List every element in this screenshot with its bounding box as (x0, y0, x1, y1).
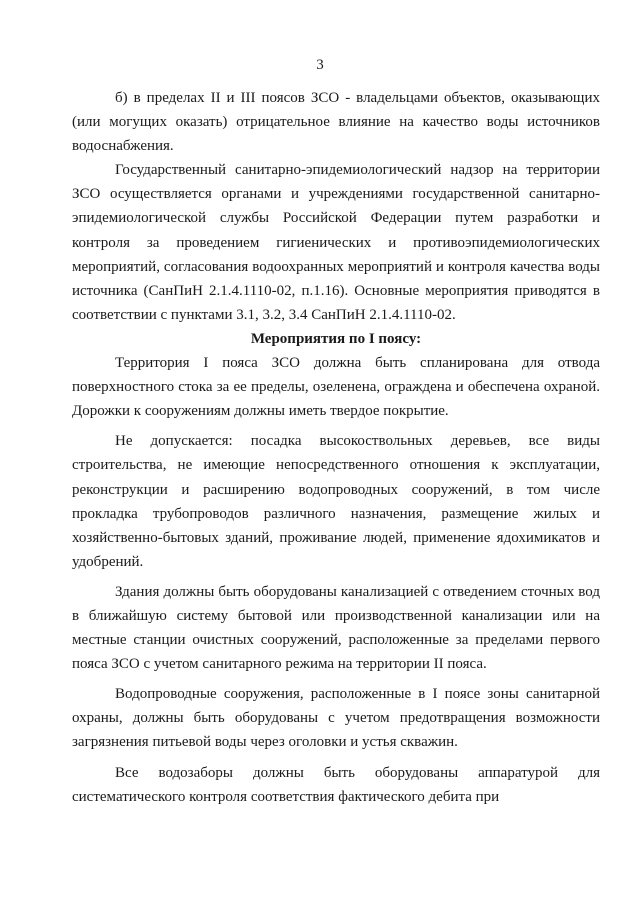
page-number: 3 (316, 57, 324, 73)
paragraph-zone-1-territory: Территория I пояса ЗСО должна быть спланирована для отвода поверхностного стока за ее пределы, озеленена, ограждена и обеспечена охраной. Дорожки к сооружениям должны иметь твердое покрытие. (72, 355, 600, 420)
document-body (72, 86, 600, 809)
paragraph-owners-zones: б) в пределах II и III поясов ЗСО - владельцами объектов, оказывающих (или могущих оказать) отрицательное влияние на качество воды источников водоснабжения. (72, 90, 600, 155)
paragraph-water-intakes: Все водозаборы должны быть оборудованы аппаратурой для систематического контроля соответствия фактического дебита при (72, 764, 600, 805)
paragraph-sanitary-supervision: Государственный санитарно-эпидемиологический надзор на территории ЗСО осуществляется органами и учреждениями государственной санитарно-эпидемиологической службы Российской Федерации путем разработки и контроля за проведением гигиенических и противоэпидемиологических мероприятий, согласования водоохранных мероприятий и контроля качества воды источника (СанПиН 2.1.4.1110-02, п.1.16). Основные мероприятия приводятся в соответствии с пунктами 3.1, 3.2, 3.4 СанПиН 2.1.4.1110-02. (72, 162, 600, 323)
paragraph-water-facilities: Водопроводные сооружения, расположенные в I поясе зоны санитарной охраны, должны быть оборудованы с учетом предотвращения возможности загрязнения питьевой воды через оголовки и устья скважин. (72, 686, 600, 751)
paragraph-not-allowed: Не допускается: посадка высокоствольных деревьев, все виды строительства, не имеющие непосредственного отношения к эксплуатации, реконструкции и расширению водопроводных сооружений, в том числе прокладка трубопроводов различного назначения, размещение жилых и хозяйственно-бытовых зданий, проживание людей, применение ядохимикатов и удобрений. (72, 433, 600, 570)
paragraph-sewerage: Здания должны быть оборудованы канализацией с отведением сточных вод в ближайшую систему бытовой или производственной канализации или на местные станции очистных сооружений, расположенные за пределами первого пояса ЗСО с учетом санитарного режима на территории II пояса. (72, 583, 600, 673)
section-heading-zone-1: Мероприятия по I поясу: (250, 330, 422, 347)
